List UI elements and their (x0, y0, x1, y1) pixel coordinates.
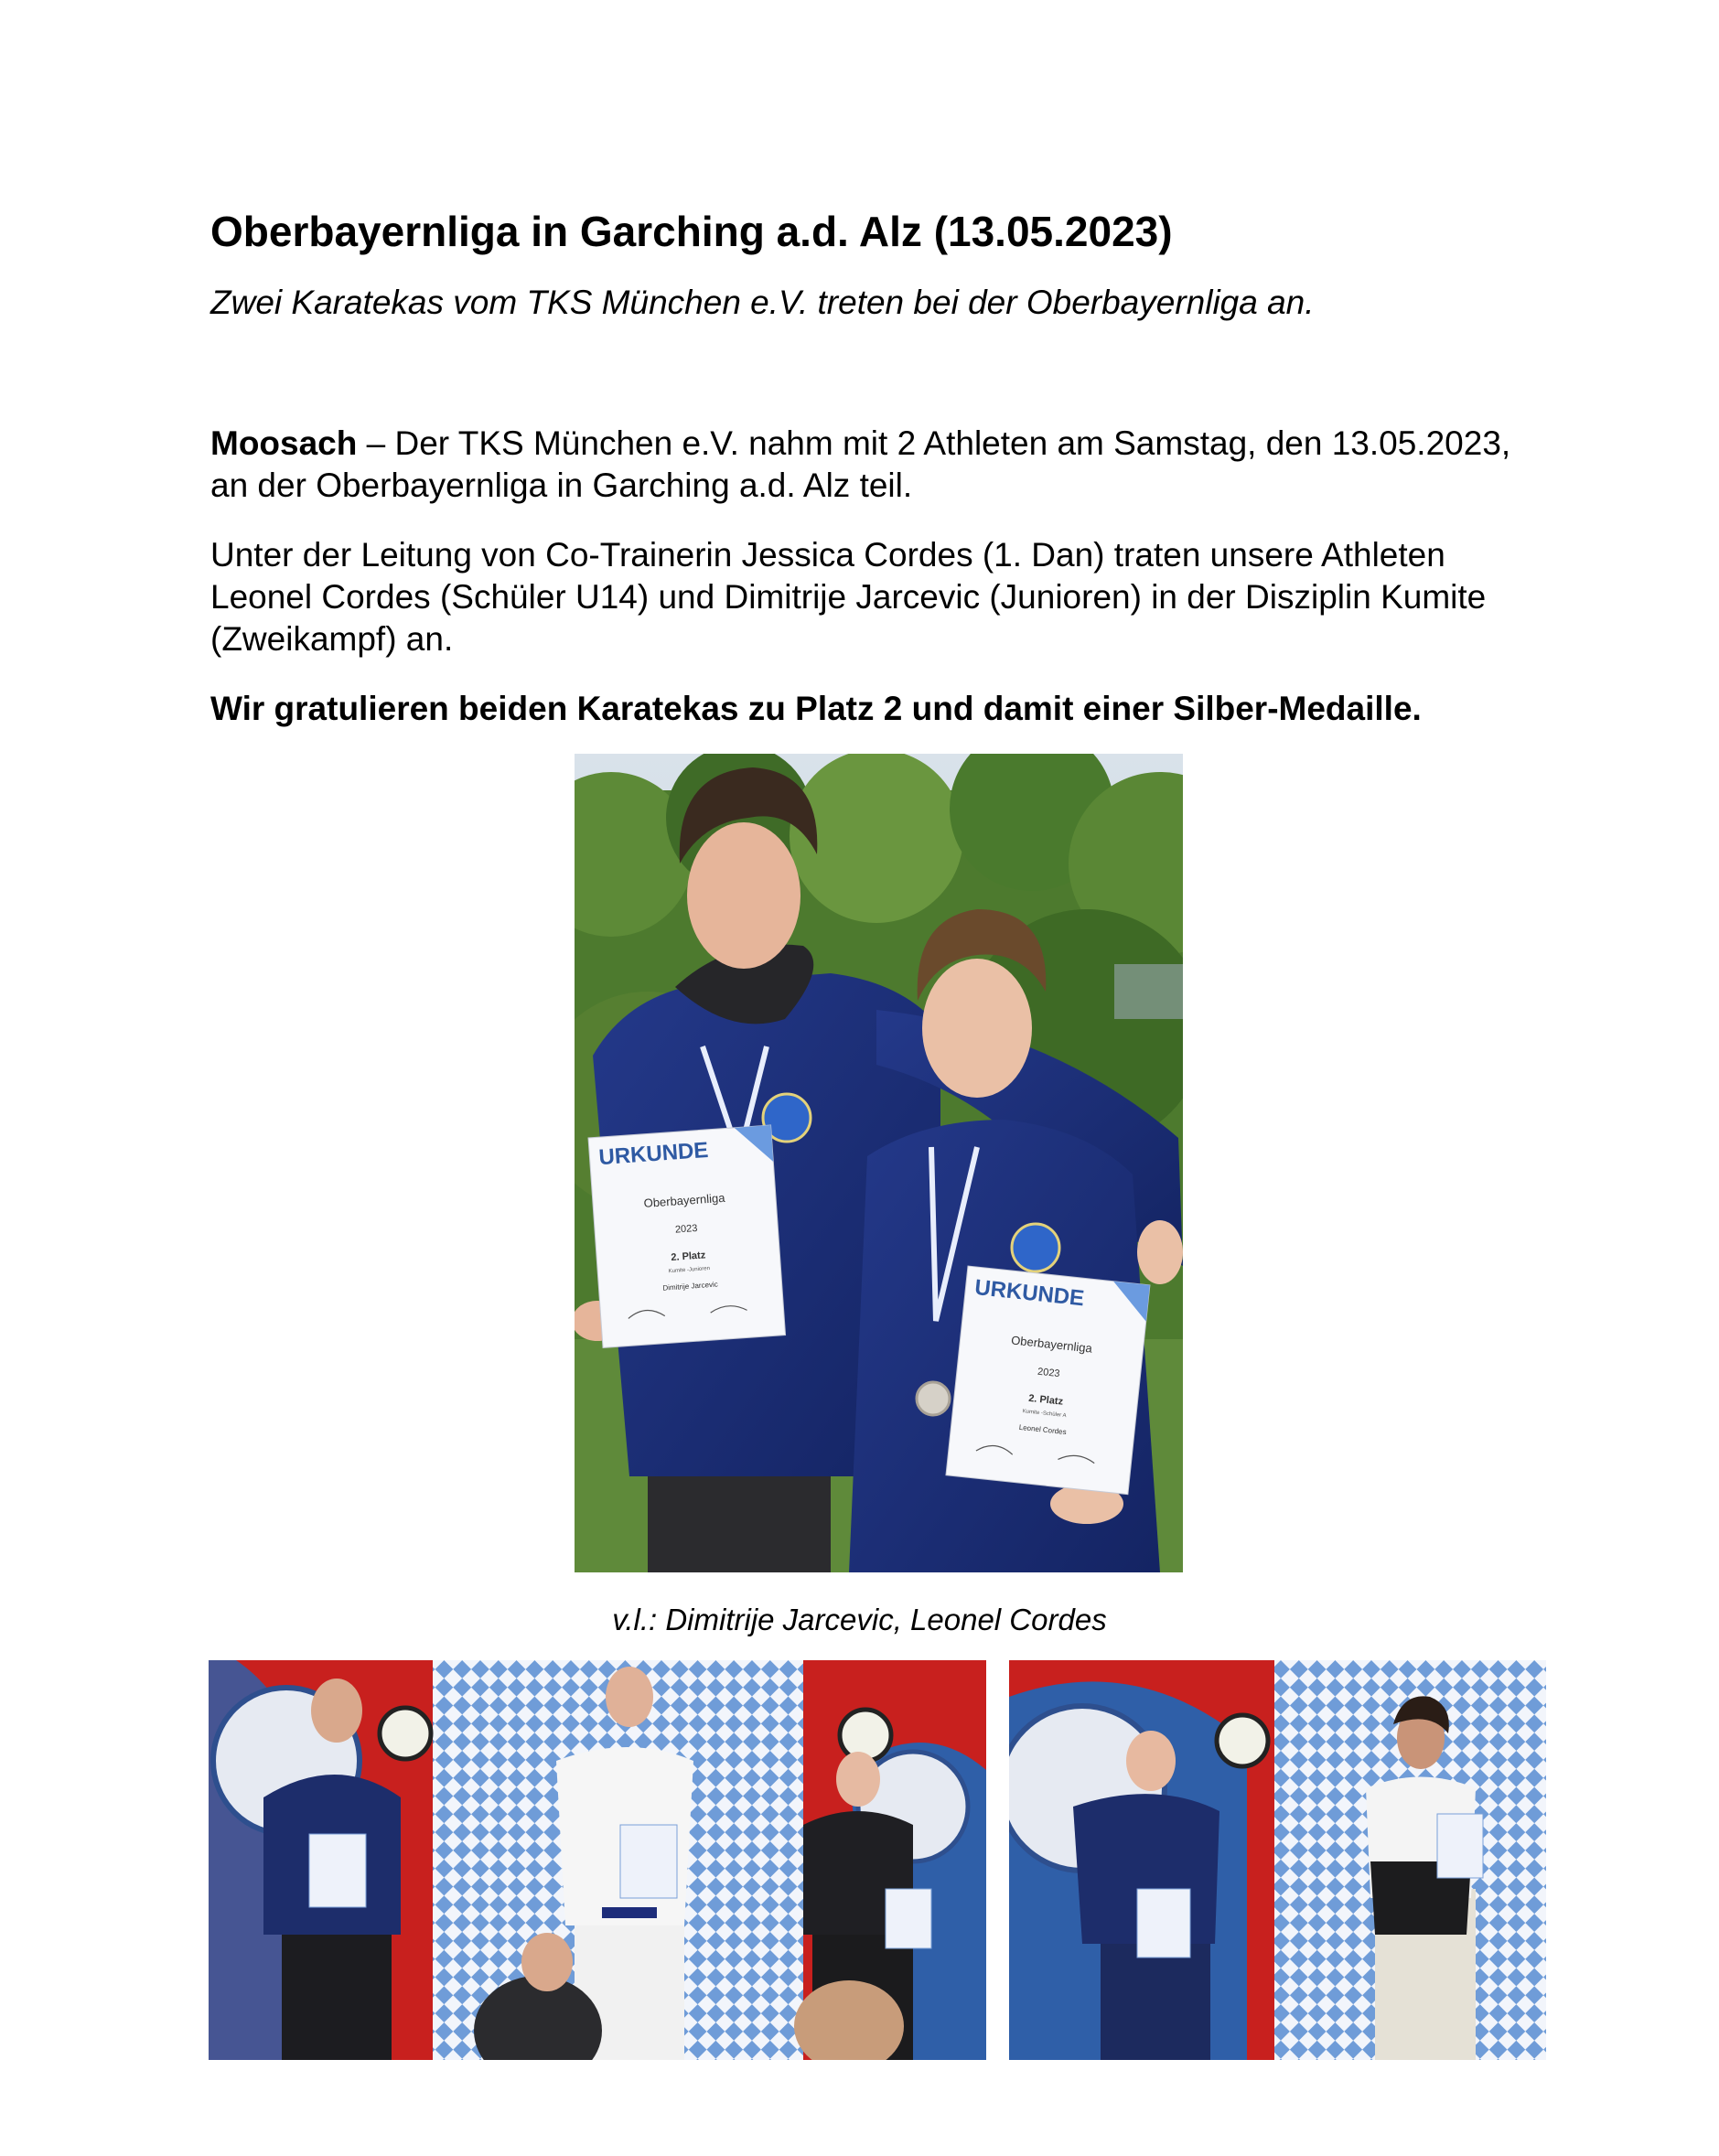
article-title: Oberbayernliga in Garching a.d. Alz (13.05.2023) (210, 208, 1173, 255)
paragraph-athletes: Unter der Leitung von Co-Trainerin Jessica Cordes (1. Dan) traten unsere Athleten Leonel Cordes (Schüler U14) und Dimitrije Jarcevic (Junioren) in der Disziplin Kumite (Zweikampf) an. (210, 536, 1487, 658)
podium-photo-left (209, 1660, 986, 2060)
certificate-right-heading: URKUNDE (973, 1274, 1086, 1312)
certificate-left-heading: URKUNDE (597, 1137, 710, 1171)
certificate-left (588, 1125, 786, 1347)
certificate-right-name: Leonel Cordes (1018, 1422, 1068, 1437)
certificate-left-place: 2. Platz (670, 1250, 706, 1263)
certificate-left-event: Oberbayernliga (643, 1190, 725, 1210)
main-photo (575, 754, 1183, 1572)
certificate-right (946, 1266, 1150, 1495)
certificate-left-name: Dimitrije Jarcevic (662, 1280, 719, 1293)
article-subtitle: Zwei Karatekas vom TKS München e.V. treten bei der Oberbayernliga an. (210, 284, 1315, 321)
photo-caption: v.l.: Dimitrije Jarcevic, Leonel Cordes (612, 1603, 1107, 1636)
certificate-left-category: Kumite -Junioren (668, 1266, 711, 1275)
paragraph-intro (210, 423, 1546, 507)
certificate-right-event: Oberbayernliga (1010, 1333, 1093, 1356)
paragraph-congratulations: Wir gratulieren beiden Karatekas zu Platz 2 und damit einer Silber-Medaille. (210, 690, 1422, 727)
intro-text: – Der TKS München e.V. nahm mit 2 Athleten am Samstag, den 13.05.2023, an der Oberbayernliga in Garching a.d. Alz teil. (210, 424, 1511, 504)
podium-photo-right (1009, 1660, 1546, 2060)
certificate-right-year: 2023 (1037, 1366, 1061, 1380)
certificate-right-category: Kumite -Schüler A (1022, 1409, 1067, 1420)
dateline: Moosach (210, 424, 358, 462)
certificate-left-year: 2023 (674, 1222, 698, 1236)
certificate-right-place: 2. Platz (1027, 1392, 1064, 1408)
